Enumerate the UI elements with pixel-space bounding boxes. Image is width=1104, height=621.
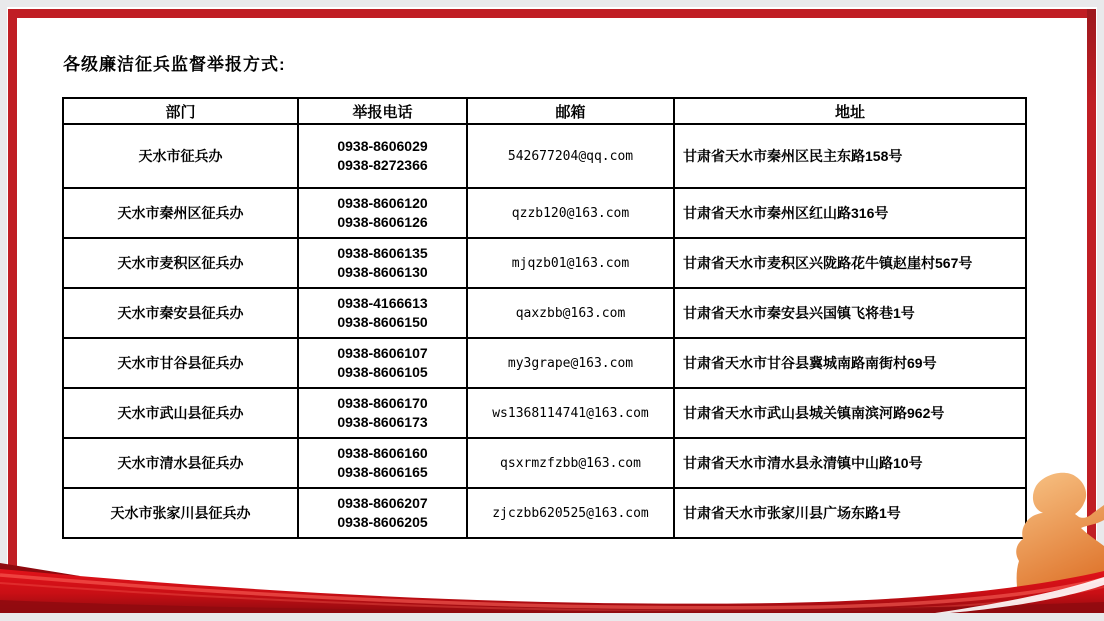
phone-number-1: 0938-8606170	[337, 395, 428, 411]
street-address: 甘肃省天水市武山县城关镇南滨河路962号	[683, 405, 945, 421]
email-cell	[467, 188, 674, 238]
email-cell	[467, 288, 674, 338]
phone-cell	[298, 388, 467, 438]
email-cell	[467, 388, 674, 438]
department-name: 天水市清水县征兵办	[117, 455, 244, 471]
street-address: 甘肃省天水市甘谷县冀城南路南街村69号	[683, 355, 937, 371]
email-address: ws1368114741@163.com	[492, 405, 649, 421]
phone-number-1: 0938-8606120	[337, 195, 428, 211]
column-header-phone: 举报电话	[298, 98, 467, 124]
column-header-address: 地址	[674, 98, 1026, 124]
phone-number-1: 0938-8606029	[337, 138, 428, 154]
department-cell	[63, 288, 298, 338]
email-address: qaxzbb@163.com	[515, 305, 626, 321]
department-name: 天水市秦州区征兵办	[117, 205, 244, 221]
phone-number-1: 0938-8606207	[337, 495, 428, 511]
email-address: 542677204@qq.com	[507, 148, 634, 164]
phone-cell	[298, 188, 467, 238]
email-address: mjqzb01@163.com	[511, 255, 630, 271]
phone-number-2: 0938-8606105	[337, 364, 428, 380]
phone-cell	[298, 338, 467, 388]
column-header-email: 邮箱	[467, 98, 674, 124]
address-cell	[674, 438, 1026, 488]
department-name: 天水市张家川县征兵办	[110, 505, 251, 521]
phone-number-2: 0938-8606150	[337, 314, 428, 330]
table-row	[63, 188, 1026, 238]
department-cell	[63, 488, 298, 538]
street-address: 甘肃省天水市清水县永清镇中山路10号	[683, 455, 923, 471]
address-cell	[674, 388, 1026, 438]
phone-number-2: 0938-8606205	[337, 514, 428, 530]
phone-cell	[298, 288, 467, 338]
table-header-row	[63, 98, 1026, 124]
department-cell	[63, 338, 298, 388]
table-row	[63, 238, 1026, 288]
department-cell	[63, 124, 298, 188]
phone-cell	[298, 124, 467, 188]
address-cell	[674, 124, 1026, 188]
street-address: 甘肃省天水市秦州区红山路316号	[683, 205, 889, 221]
phone-number-2: 0938-8606126	[337, 214, 428, 230]
street-address: 甘肃省天水市秦州区民主东路158号	[683, 148, 903, 164]
address-cell	[674, 188, 1026, 238]
street-address: 甘肃省天水市张家川县广场东路1号	[683, 505, 901, 521]
table-row	[63, 488, 1026, 538]
address-cell	[674, 338, 1026, 388]
email-address: zjczbb620525@163.com	[492, 505, 649, 521]
red-ribbon-decoration	[0, 553, 1104, 613]
phone-number-1: 0938-8606160	[337, 445, 428, 461]
street-address: 甘肃省天水市麦积区兴陇路花牛镇赵崖村567号	[683, 255, 973, 271]
email-cell	[467, 488, 674, 538]
department-cell	[63, 238, 298, 288]
department-cell	[63, 388, 298, 438]
department-cell	[63, 188, 298, 238]
phone-number-2: 0938-8606165	[337, 464, 428, 480]
address-cell	[674, 238, 1026, 288]
email-address: qzzb120@163.com	[511, 205, 630, 221]
phone-number-1: 0938-4166613	[337, 295, 428, 311]
email-cell	[467, 238, 674, 288]
email-address: qsxrmzfzbb@163.com	[500, 455, 641, 471]
department-name: 天水市甘谷县征兵办	[117, 355, 244, 371]
address-cell	[674, 488, 1026, 538]
page-title: 各级廉洁征兵监督举报方式:	[63, 55, 286, 74]
street-address: 甘肃省天水市秦安县兴国镇飞将巷1号	[683, 305, 915, 321]
department-name: 天水市麦积区征兵办	[117, 255, 244, 271]
phone-cell	[298, 488, 467, 538]
phone-cell	[298, 438, 467, 488]
phone-number-2: 0938-8606173	[337, 414, 428, 430]
email-cell	[467, 338, 674, 388]
department-name: 天水市征兵办	[138, 148, 223, 164]
table-row	[63, 388, 1026, 438]
table-row	[63, 338, 1026, 388]
phone-cell	[298, 238, 467, 288]
phone-number-1: 0938-8606135	[337, 245, 428, 261]
phone-number-2: 0938-8272366	[337, 157, 428, 173]
contact-table	[62, 97, 1027, 539]
table-row	[63, 438, 1026, 488]
address-cell	[674, 288, 1026, 338]
email-cell	[467, 438, 674, 488]
email-cell	[467, 124, 674, 188]
column-header-department: 部门	[63, 98, 298, 124]
department-name: 天水市秦安县征兵办	[117, 305, 244, 321]
email-address: my3grape@163.com	[507, 355, 634, 371]
department-cell	[63, 438, 298, 488]
table-row	[63, 124, 1026, 188]
phone-number-1: 0938-8606107	[337, 345, 428, 361]
department-name: 天水市武山县征兵办	[117, 405, 244, 421]
phone-number-2: 0938-8606130	[337, 264, 428, 280]
table-row	[63, 288, 1026, 338]
